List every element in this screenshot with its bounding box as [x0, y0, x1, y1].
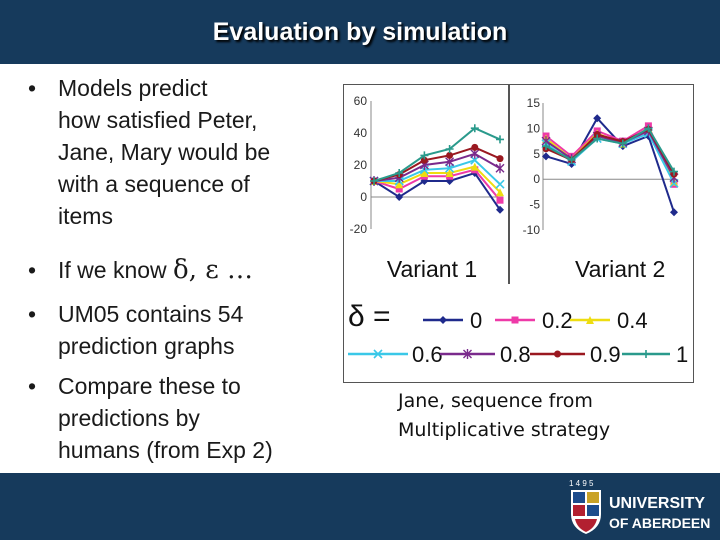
logo-line2: OF ABERDEEN: [609, 515, 711, 531]
caption-line: Multiplicative strategy: [398, 419, 611, 441]
legend-label: 0.6: [412, 342, 443, 367]
bullet-line: items: [58, 203, 113, 229]
legend-label: 0.4: [617, 308, 648, 333]
bullet-line: humans (from Exp 2): [58, 437, 273, 463]
legend-label: 0.9: [590, 342, 621, 367]
bullet-line: predictions by: [58, 405, 200, 431]
bullet-um05: [28, 298, 358, 362]
y-tick-label: 10: [526, 121, 540, 136]
bullet-line: Jane, Mary would be: [58, 139, 271, 165]
chart-label: Variant 2: [575, 256, 666, 282]
slide-title: Evaluation by simulation: [212, 18, 508, 46]
bullet-dot: •: [28, 373, 37, 399]
bullet-dot: •: [28, 301, 37, 327]
legend-label: 0: [470, 308, 483, 333]
bullet-line: how satisfied Peter,: [58, 107, 258, 133]
bullet-if-we-know: [28, 254, 358, 286]
caption-line: Jane, sequence from: [398, 390, 593, 412]
bullet-line: with a sequence of: [58, 171, 250, 197]
y-tick-label: 0: [360, 190, 367, 204]
greek-parameters: δ, ε …: [173, 255, 253, 285]
legend-label: 0.2: [542, 308, 573, 333]
chart-divider: [508, 84, 510, 284]
bullet-dot: •: [28, 75, 37, 101]
bullet-text: If we know: [58, 257, 174, 283]
y-tick-label: 40: [353, 126, 367, 140]
bullet-line: UM05 contains 54: [58, 301, 244, 327]
bullet-compare: [28, 370, 358, 466]
bullet-line: prediction graphs: [58, 333, 235, 359]
chart-panel: [343, 84, 694, 383]
legend-label: 0.8: [500, 342, 531, 367]
y-tick-label: 20: [353, 158, 367, 172]
crest-icon: [571, 490, 601, 534]
y-tick-label: -20: [349, 222, 367, 236]
bullet-line: Compare these to: [58, 373, 241, 399]
chart-label: Variant 1: [386, 256, 478, 282]
legend-label: 1: [676, 342, 689, 367]
university-logo: [565, 476, 715, 536]
y-tick-label: 0: [533, 172, 540, 187]
bullet-line: Models predict: [58, 75, 208, 101]
legend-delta-label: δ =: [348, 300, 391, 333]
y-tick-label: 15: [526, 96, 540, 110]
y-tick-label: -5: [529, 197, 540, 212]
y-tick-label: 5: [533, 146, 540, 161]
y-tick-label: -10: [522, 223, 540, 237]
logo-line1: UNIVERSITY: [609, 495, 706, 512]
bullet-dot: •: [28, 257, 37, 283]
chart-caption: [398, 387, 610, 445]
logo-year: 1 4 9 5: [569, 479, 594, 488]
bullet-models-predict: [28, 72, 358, 232]
y-tick-label: 60: [353, 94, 367, 108]
